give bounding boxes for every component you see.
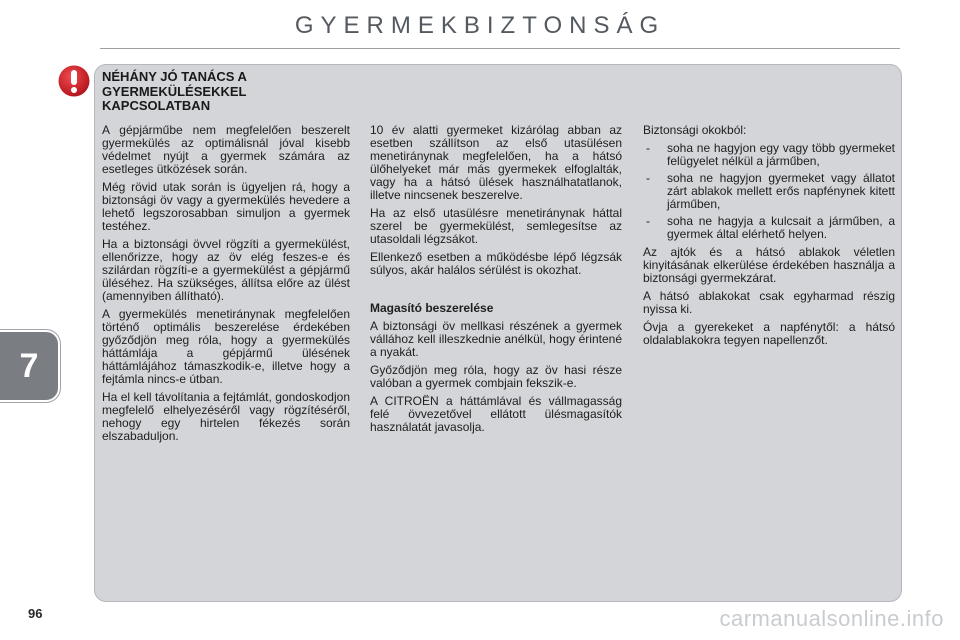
- paragraph: Ha el kell távolítania a fejtámlát, gondoskodjon megfelelő elhelyezéséről vagy rögzítéséről, nehogy egy hirtelen fékezés során elszabaduljon.: [102, 390, 350, 443]
- paragraph: Ha az első utasülésre menetiránynak háttal szerel be gyermekülést, semlegesítse az utasoldali légzsákot.: [370, 206, 622, 246]
- paragraph: Ellenkező esetben a működésbe lépő légzsák súlyos, akár halálos sérülést is okozhat.: [370, 250, 622, 277]
- text-column-1: [102, 124, 350, 448]
- paragraph: A gépjárműbe nem megfelelően beszerelt gyermekülés az optimálisnál jóval kisebb védelmet nyújt a gyermek számára az esetleges ütközések során.: [102, 123, 350, 176]
- text-column-2: [370, 124, 622, 439]
- list-item: - soha ne hagyjon gyermeket vagy állatot zárt ablakok mellett erős napfénynek kitett járműben,: [643, 172, 895, 211]
- paragraph: A CITROËN a háttámlával és vállmagasság felé övvezetővel ellátott ülésmagasítók használatát javasolja.: [370, 394, 622, 434]
- paragraph: Győződjön meg róla, hogy az öv hasi része valóban a gyermek combjain fekszik-e.: [370, 363, 622, 390]
- paragraph: A biztonsági öv mellkasi részének a gyermek vállához kell illeszkednie anélkül, hogy érintené a nyakát.: [370, 319, 622, 359]
- warning-exclamation-icon: [58, 64, 90, 98]
- subheading-booster: Magasító beszerelése: [370, 301, 494, 315]
- list-item: - soha ne hagyjon egy vagy több gyermeket felügyelet nélkül a járműben,: [643, 142, 895, 168]
- watermark: carmanualsonline.info: [719, 606, 944, 631]
- box-heading-line: GYERMEKÜLÉSEKKEL: [102, 83, 247, 99]
- box-heading-line: KAPCSOLATBAN: [102, 98, 211, 113]
- page-number: 96: [28, 606, 43, 621]
- paragraph: 10 év alatti gyermeket kizárólag abban az esetben szállítson az első utasülésen menetiránynak megfelelően, ha a hátsó ülőhelyeket már más gyermekek elfoglalták, vagy ha a hátsó ülések használhatatlanok, illetve nincsenek beszerelve.: [370, 123, 622, 202]
- safety-list: [643, 142, 895, 241]
- paragraph: A hátsó ablakokat csak egyharmad részig nyissa ki.: [643, 289, 895, 316]
- paragraph: Óvja a gyerekeket a napfénytől: a hátsó oldalablakokra tegyen napellenzőt.: [643, 320, 895, 347]
- paragraph: Ha a biztonsági övvel rögzíti a gyermekülést, ellenőrizze, hogy az öv elég feszes-e és szilárdan rögzíti-e a gyermekülést a gépjármű üléséhez. Ha szükséges, állítsa előre az ülést (amennyiben állítható).: [102, 237, 350, 303]
- title-divider: [100, 48, 900, 49]
- list-intro: Biztonsági okokból:: [643, 123, 747, 137]
- chapter-tab: 7: [0, 330, 60, 402]
- paragraph: A gyermekülés menetiránynak megfelelően történő optimális beszerelése érdekében győződjön meg róla, hogy a gyermekülés háttámlája a gépjármű ülésének háttámlájához támaszkodik-e, illetve hogy a fejtámla nincs-e útban.: [102, 307, 350, 386]
- paragraph: Az ajtók és a hátsó ablakok véletlen kinyitásának elkerülése érdekében használja a biztonsági gyermekzárat.: [643, 245, 895, 285]
- page-title: GYERMEKBIZTONSÁG: [294, 12, 666, 39]
- box-heading-line: NÉHÁNY JÓ TANÁCS A: [102, 69, 247, 84]
- paragraph: Még rövid utak során is ügyeljen rá, hogy a biztonsági öv vagy a gyermekülés hevedere a lehető legszorosabban simuljon a gyermek testéhez.: [102, 180, 350, 233]
- list-item: - soha ne hagyja a kulcsait a járműben, a gyermek által elérhető helyen.: [643, 215, 895, 241]
- text-column-3: [643, 124, 895, 352]
- box-heading: [102, 70, 342, 114]
